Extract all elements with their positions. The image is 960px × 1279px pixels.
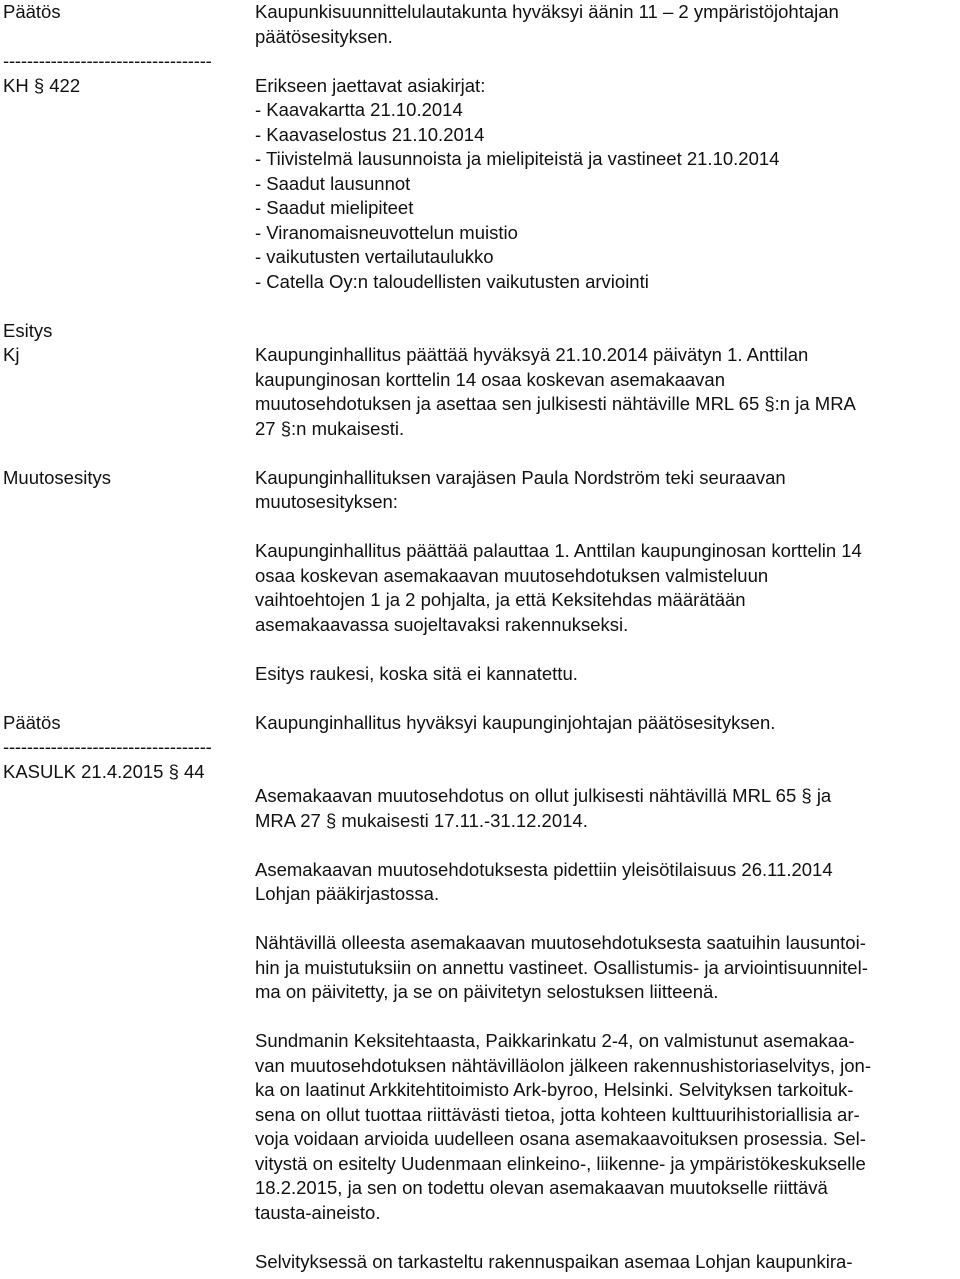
kh-section xyxy=(0,74,960,295)
list-item: - Tiivistelmä lausunnoista ja mielipiteistä ja vastineet 21.10.2014 xyxy=(255,148,780,169)
text-line: Kaupunkisuunnittelulautakunta hyväksyi äänin 11 – 2 ympäristöjohtajan xyxy=(255,1,839,22)
text-line: Kaupunginhallitus päättää hyväksyä 21.10.2014 päivätyn 1. Anttilan xyxy=(255,344,809,365)
text-line: Esitys raukesi, koska sitä ei kannatettu. xyxy=(255,662,578,684)
list-item: - vaikutusten vertailutaulukko xyxy=(255,246,494,267)
amendment-label: Muutosesitys xyxy=(3,466,111,488)
text-line: ka on laatinut Arkkitehtitoimisto Ark-byroo, Helsinki. Selvityksen tarkoituk- xyxy=(255,1079,854,1100)
text-line: Lohjan pääkirjastossa. xyxy=(255,883,440,904)
proposal-section xyxy=(0,343,960,441)
list-item: - Saadut mielipiteet xyxy=(255,197,414,218)
text-line: osaa koskevan asemakaavan muutosehdotuksen valmisteluun xyxy=(255,564,769,586)
text-line: Asemakaavan muutosehdotus on ollut julkisesti nähtävillä MRL 65 § ja xyxy=(255,785,832,806)
proposal-label: Esitys xyxy=(3,319,53,341)
kj-label: Kj xyxy=(3,344,20,365)
decision-section-1 xyxy=(0,0,960,49)
separator-line: ----------------------------------- xyxy=(3,736,212,757)
attachments-list xyxy=(255,74,955,295)
text-line: Selvityksessä on tarkasteltu rakennuspaikan asemaa Lohjan kaupunkira- xyxy=(255,1250,853,1272)
text-line: voja voidaan arvioida uudelleen osana asemakaavoituksen prosessia. Sel- xyxy=(255,1128,866,1149)
decision-text xyxy=(255,711,955,736)
kasulk-text xyxy=(255,784,955,1274)
text-line: 18.2.2015, ja sen on todettu olevan asemakaavan muutokselle riittävä xyxy=(255,1177,828,1198)
text-line: vaihtoehtojen 1 ja 2 pohjalta, ja että Keksitehdas määrätään xyxy=(255,589,746,610)
text-line: Nähtävillä olleesta asemakaavan muutosehdotuksesta saatuihin lausuntoi- xyxy=(255,932,866,953)
text-line: Kaupunginhallitus päättää palauttaa 1. Anttilan kaupunginosan korttelin 14 xyxy=(255,540,862,561)
text-line: sena on ollut tuottaa riittävästi tietoa, jotta kohteen kulttuurihistoriallisia ar- xyxy=(255,1103,860,1125)
text-line: Erikseen jaettavat asiakirjat: xyxy=(255,74,486,96)
decision-section-2 xyxy=(0,711,960,736)
amendment-text xyxy=(255,466,955,687)
text-line: hin ja muistutuksiin on annettu vastineet. Osallistumis- ja arviointisuunnitel- xyxy=(255,956,868,978)
text-line: kaupunginosan korttelin 14 osaa koskevan asemakaavan xyxy=(255,368,726,390)
text-line: Asemakaavan muutosehdotuksesta pidettiin yleisötilaisuus 26.11.2014 xyxy=(255,858,833,880)
text-line: MRA 27 § mukaisesti 17.11.-31.12.2014. xyxy=(255,809,588,831)
text-line: Kaupunginhallitus hyväksyi kaupunginjohtajan päätösesityksen. xyxy=(255,711,776,733)
text-line: asemakaavassa suojeltavaksi rakennukseksi. xyxy=(255,613,629,635)
decision-label: Päätös xyxy=(3,711,61,733)
list-item: - Saadut lausunnot xyxy=(255,172,411,194)
proposal-text xyxy=(255,343,955,441)
text-line: tausta-aineisto. xyxy=(255,1201,381,1223)
text-line: vitystä on esitelty Uudenmaan elinkeino-, liikenne- ja ympäristökeskukselle xyxy=(255,1152,866,1174)
list-item: - Catella Oy:n taloudellisten vaikutusten arviointi xyxy=(255,270,649,292)
text-line: muutosehdotuksen ja asettaa sen julkisesti nähtäville MRL 65 §:n ja MRA xyxy=(255,393,856,414)
text-line: van muutosehdotuksen nähtävilläolon jälkeen rakennushistoriaselvitys, jon- xyxy=(255,1054,872,1076)
text-line: muutosesityksen: xyxy=(255,491,398,512)
text-line: päätösesityksen. xyxy=(255,25,393,47)
amendment-section xyxy=(0,466,960,687)
decision-label: Päätös xyxy=(3,1,61,22)
text-line: Sundmanin Keksitehtaasta, Paikkarinkatu 2-4, on valmistunut asemakaa- xyxy=(255,1030,855,1051)
kasulk-label: KASULK 21.4.2015 § 44 xyxy=(3,760,205,782)
text-line: 27 §:n mukaisesti. xyxy=(255,417,405,439)
text-line: ma on päivitetty, ja se on päivitetyn selostuksen liitteenä. xyxy=(255,981,719,1002)
kasulk-section xyxy=(0,784,960,1274)
separator-line: ----------------------------------- xyxy=(3,50,212,71)
list-item: - Kaavaselostus 21.10.2014 xyxy=(255,123,485,145)
text-line: Kaupunginhallituksen varajäsen Paula Nordström teki seuraavan xyxy=(255,466,786,488)
list-item: - Viranomaisneuvottelun muistio xyxy=(255,221,518,243)
decision-text xyxy=(255,0,955,49)
list-item: - Kaavakartta 21.10.2014 xyxy=(255,99,463,120)
kh-label: KH § 422 xyxy=(3,74,81,96)
